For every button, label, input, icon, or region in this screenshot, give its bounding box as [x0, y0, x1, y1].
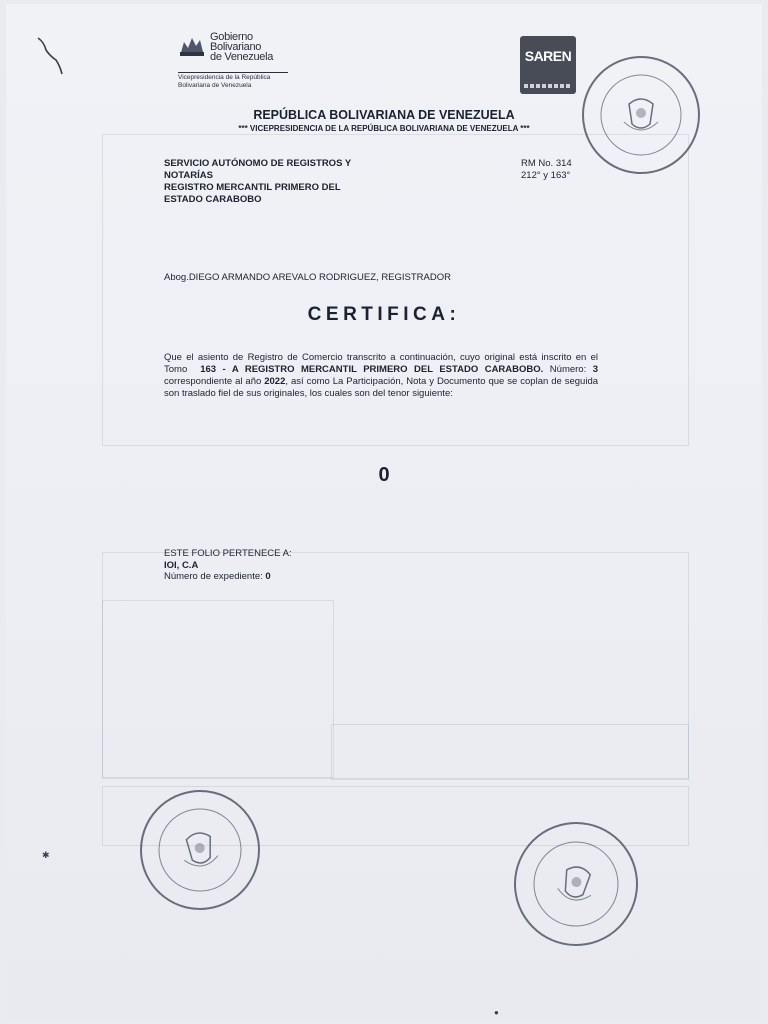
official-seal-bottom-left: [132, 782, 268, 918]
para-text-1: Que el asiento de Registro de Comercio transcrito a continuación, cuyo original está inscrito en el Tomo: [164, 352, 598, 375]
office-line1: SERVICIO AUTÓNOMO DE REGISTROS Y: [164, 158, 352, 169]
para-text-3: correspondiente al año: [164, 376, 262, 387]
office-line3: REGISTRO MERCANTIL PRIMERO DEL: [164, 182, 341, 193]
venezuela-arms-icon: [178, 34, 206, 60]
folio-expediente: [164, 571, 292, 583]
registrar-name: Abog.DIEGO ARMANDO AREVALO RODRIGUEZ, REGISTRADOR: [164, 272, 451, 283]
certifica-heading: CERTIFICA:: [307, 304, 461, 325]
office-block: [164, 158, 394, 206]
ink-dot-icon: ●: [494, 1008, 499, 1017]
logo-divider: [178, 72, 288, 73]
saren-logo-text: SAREN: [524, 48, 572, 64]
folio-block: [164, 548, 292, 583]
gobierno-bolivariano-logo: [178, 32, 318, 102]
folio-company: IOI, C.A: [164, 559, 199, 571]
ink-dot-icon: ✱: [42, 850, 50, 860]
gob-logo-sub2: Bolivariana de Venezuela: [178, 82, 252, 89]
document-title: REPÚBLICA BOLIVARIANA DE VENEZUELA: [253, 108, 515, 122]
document-page: [6, 4, 762, 1020]
office-line2: NOTARÍAS: [164, 170, 213, 181]
certification-paragraph: [164, 352, 598, 400]
office-line4: ESTADO CARABOBO: [164, 194, 262, 205]
rm-coords: 212° y 163°: [521, 170, 571, 181]
para-numero: 3: [592, 364, 599, 375]
ghost-form-bottom-left: [102, 600, 334, 778]
centered-zero: 0: [378, 464, 390, 486]
seal-emblem-icon: [134, 784, 265, 915]
rm-number: RM No. 314: [521, 158, 572, 169]
gob-logo-line2: Bolivariano: [210, 41, 262, 53]
pen-scribble-icon: [32, 34, 72, 84]
rm-block: [521, 158, 572, 182]
para-text-2: Número:: [549, 364, 587, 375]
para-text-4: , así como La Participación, Nota y Documento que se coplan de seguida son traslado fiel de sus originales, los cuales son del tenor siguiente:: [164, 376, 599, 399]
document-subtitle: *** VICEPRESIDENCIA DE LA REPÚBLICA BOLIVARIANA DE VENEZUELA ***: [238, 124, 530, 133]
folio-exp-label: Número de expediente:: [164, 571, 263, 582]
saren-logo-stripe: [524, 84, 572, 88]
gob-logo-sub1: Vicepresidencia de la República: [178, 74, 271, 81]
para-anio: 2022: [264, 376, 286, 387]
folio-exp-value: 0: [265, 571, 271, 582]
seal-emblem-icon: [505, 813, 647, 955]
gob-logo-line3: de Venezuela: [210, 51, 274, 63]
para-tomo: 163 - A REGISTRO MERCANTIL PRIMERO DEL ESTADO CARABOBO.: [200, 364, 544, 375]
ghost-form-bottom-right: [331, 724, 689, 780]
saren-logo: [520, 36, 576, 94]
folio-label: ESTE FOLIO PERTENECE A:: [164, 548, 292, 559]
gob-logo-line1: Gobierno: [210, 31, 253, 43]
